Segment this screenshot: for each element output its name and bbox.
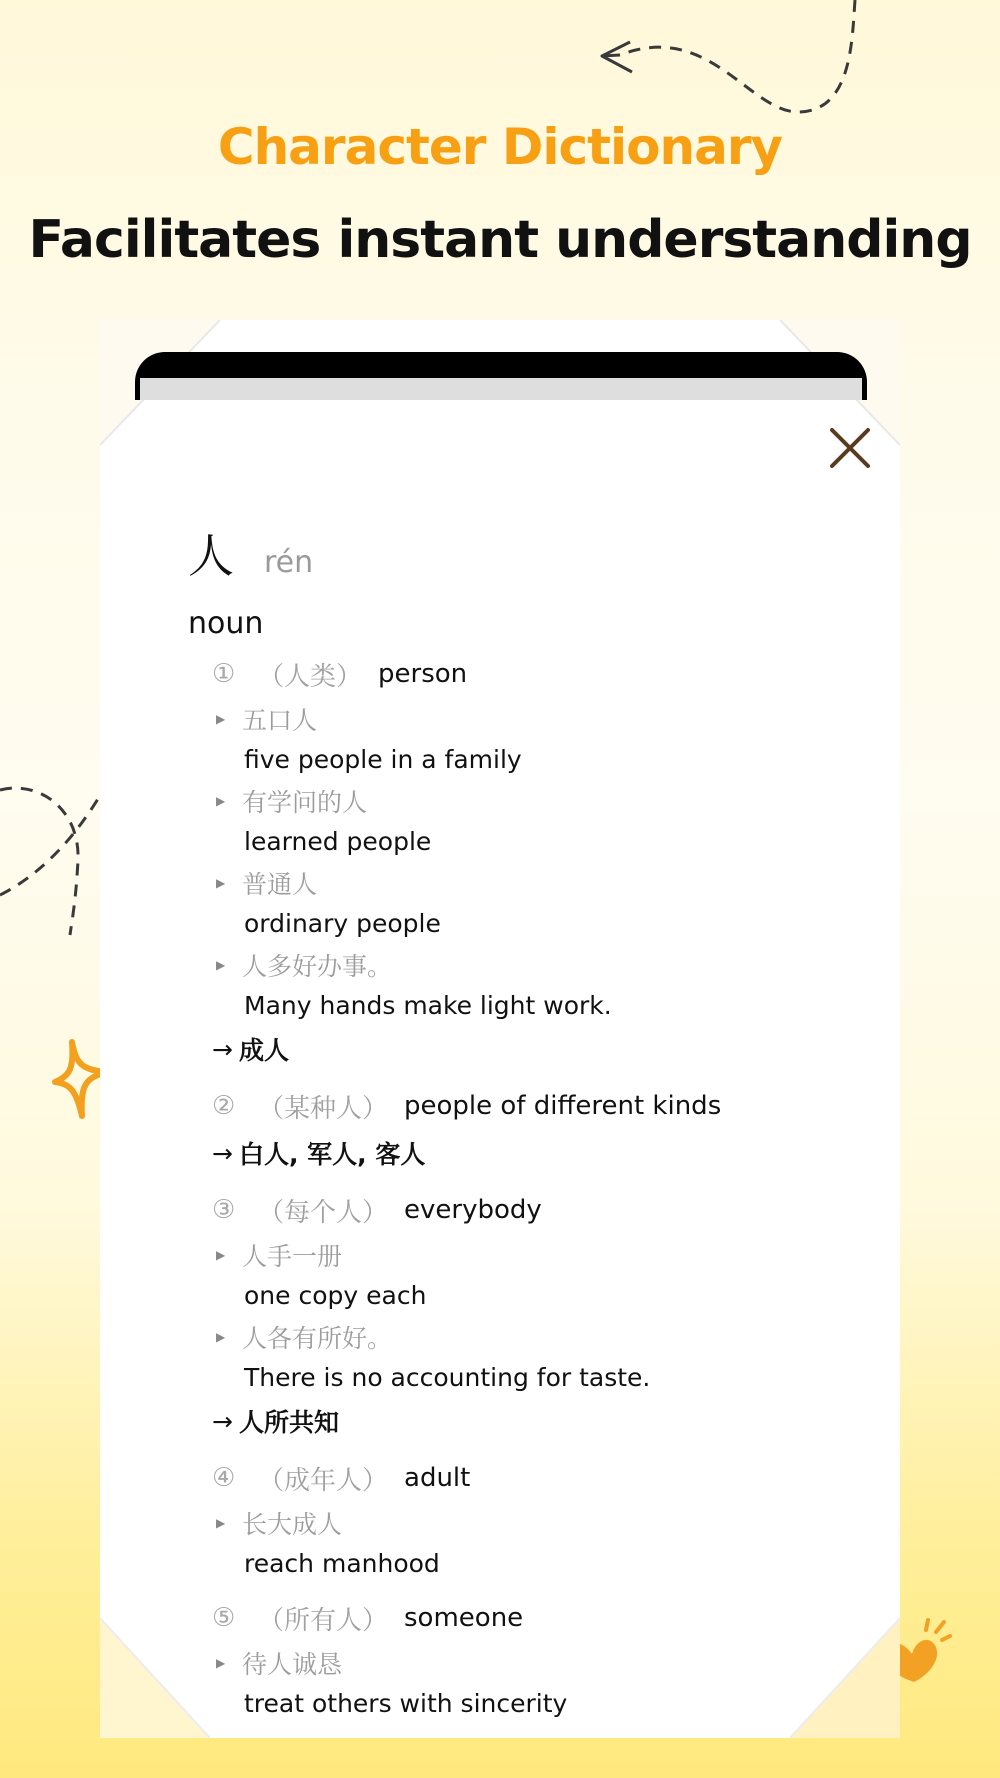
- sense-definition: person: [378, 659, 468, 689]
- close-icon: [828, 426, 872, 470]
- example-chinese: 人手一册: [242, 1242, 343, 1271]
- cross-reference-link[interactable]: [212, 1026, 868, 1072]
- sense-number: ③: [212, 1195, 236, 1225]
- card-corner-fold-bottom-right: [790, 1618, 900, 1738]
- sense-definition: people of different kinds: [404, 1091, 722, 1121]
- example-chinese: 普通人: [242, 870, 318, 899]
- example-chinese: 五口人: [242, 706, 318, 735]
- sense-item: [212, 650, 868, 698]
- card-corner-fold-bottom-left: [100, 1618, 210, 1738]
- example-item[interactable]: [216, 944, 868, 1026]
- bullet-icon: ▶: [216, 1248, 226, 1262]
- example-english: reach manhood: [244, 1549, 440, 1578]
- sense-definition: someone: [404, 1603, 524, 1633]
- example-chinese: 长大成人: [242, 1510, 343, 1539]
- example-item[interactable]: [216, 1316, 868, 1398]
- example-chinese: 人多好办事。: [242, 952, 393, 981]
- sense-item: [212, 1186, 868, 1234]
- sense-number: ⑤: [212, 1603, 236, 1633]
- sense-gloss: （某种人）: [258, 1093, 389, 1124]
- example-english: five people in a family: [244, 745, 522, 774]
- entry-character: 人: [188, 529, 234, 583]
- example-chinese: 有学问的人: [242, 788, 368, 817]
- xref-text: 白人, 军人, 客人: [238, 1140, 426, 1169]
- example-english: There is no accounting for taste.: [244, 1363, 651, 1392]
- sense-definition: everybody: [404, 1195, 542, 1225]
- bullet-icon: ▶: [216, 1330, 226, 1344]
- arrow-right-icon: →: [212, 1034, 233, 1064]
- example-item[interactable]: [216, 1234, 868, 1316]
- arrow-right-icon: →: [212, 1138, 233, 1168]
- sense-item: [212, 1594, 868, 1642]
- example-english: treat others with sincerity: [244, 1689, 568, 1718]
- example-english: Many hands make light work.: [244, 991, 612, 1020]
- dashed-arrow-decoration: [590, 0, 890, 130]
- part-of-speech: noun: [188, 606, 264, 641]
- headline-title: Character Dictionary: [217, 118, 783, 176]
- example-item[interactable]: [216, 1502, 868, 1584]
- bullet-icon: ▶: [216, 1516, 226, 1530]
- sense-number: ①: [212, 659, 236, 689]
- entry-content: [188, 520, 868, 1724]
- cross-reference-link[interactable]: [212, 1398, 868, 1444]
- example-item[interactable]: [216, 862, 868, 944]
- entry-header: [188, 520, 868, 588]
- xref-text: 人所共知: [238, 1408, 339, 1437]
- example-chinese: 待人诚恳: [242, 1650, 343, 1679]
- sheet-handle-area: [140, 378, 862, 400]
- bullet-icon: ▶: [216, 958, 226, 972]
- example-english: one copy each: [244, 1281, 427, 1310]
- sense-gloss: （人类）: [258, 661, 363, 692]
- sense-number: ②: [212, 1091, 236, 1121]
- bullet-icon: ▶: [216, 794, 226, 808]
- bullet-icon: ▶: [216, 876, 226, 890]
- sense-number: ④: [212, 1463, 236, 1493]
- example-item[interactable]: [216, 1642, 868, 1724]
- sense-item: [212, 1454, 868, 1502]
- example-english: learned people: [244, 827, 432, 856]
- sense-gloss: （所有人）: [258, 1605, 389, 1636]
- entry-pinyin: rén: [264, 545, 314, 580]
- sense-definition: adult: [404, 1463, 471, 1493]
- bullet-icon: ▶: [216, 1656, 226, 1670]
- example-chinese: 人各有所好。: [242, 1324, 393, 1353]
- headline-subtitle: Facilitates instant understanding: [28, 210, 972, 270]
- arrow-right-icon: →: [212, 1406, 233, 1436]
- sense-item: [212, 1082, 868, 1130]
- cross-reference-link[interactable]: [212, 1130, 868, 1176]
- close-button[interactable]: [825, 423, 875, 473]
- bullet-icon: ▶: [216, 712, 226, 726]
- example-english: ordinary people: [244, 909, 441, 938]
- example-item[interactable]: [216, 698, 868, 780]
- sense-gloss: （成年人）: [258, 1465, 389, 1496]
- sense-gloss: （每个人）: [258, 1197, 389, 1228]
- example-item[interactable]: [216, 780, 868, 862]
- xref-text: 成人: [238, 1036, 289, 1065]
